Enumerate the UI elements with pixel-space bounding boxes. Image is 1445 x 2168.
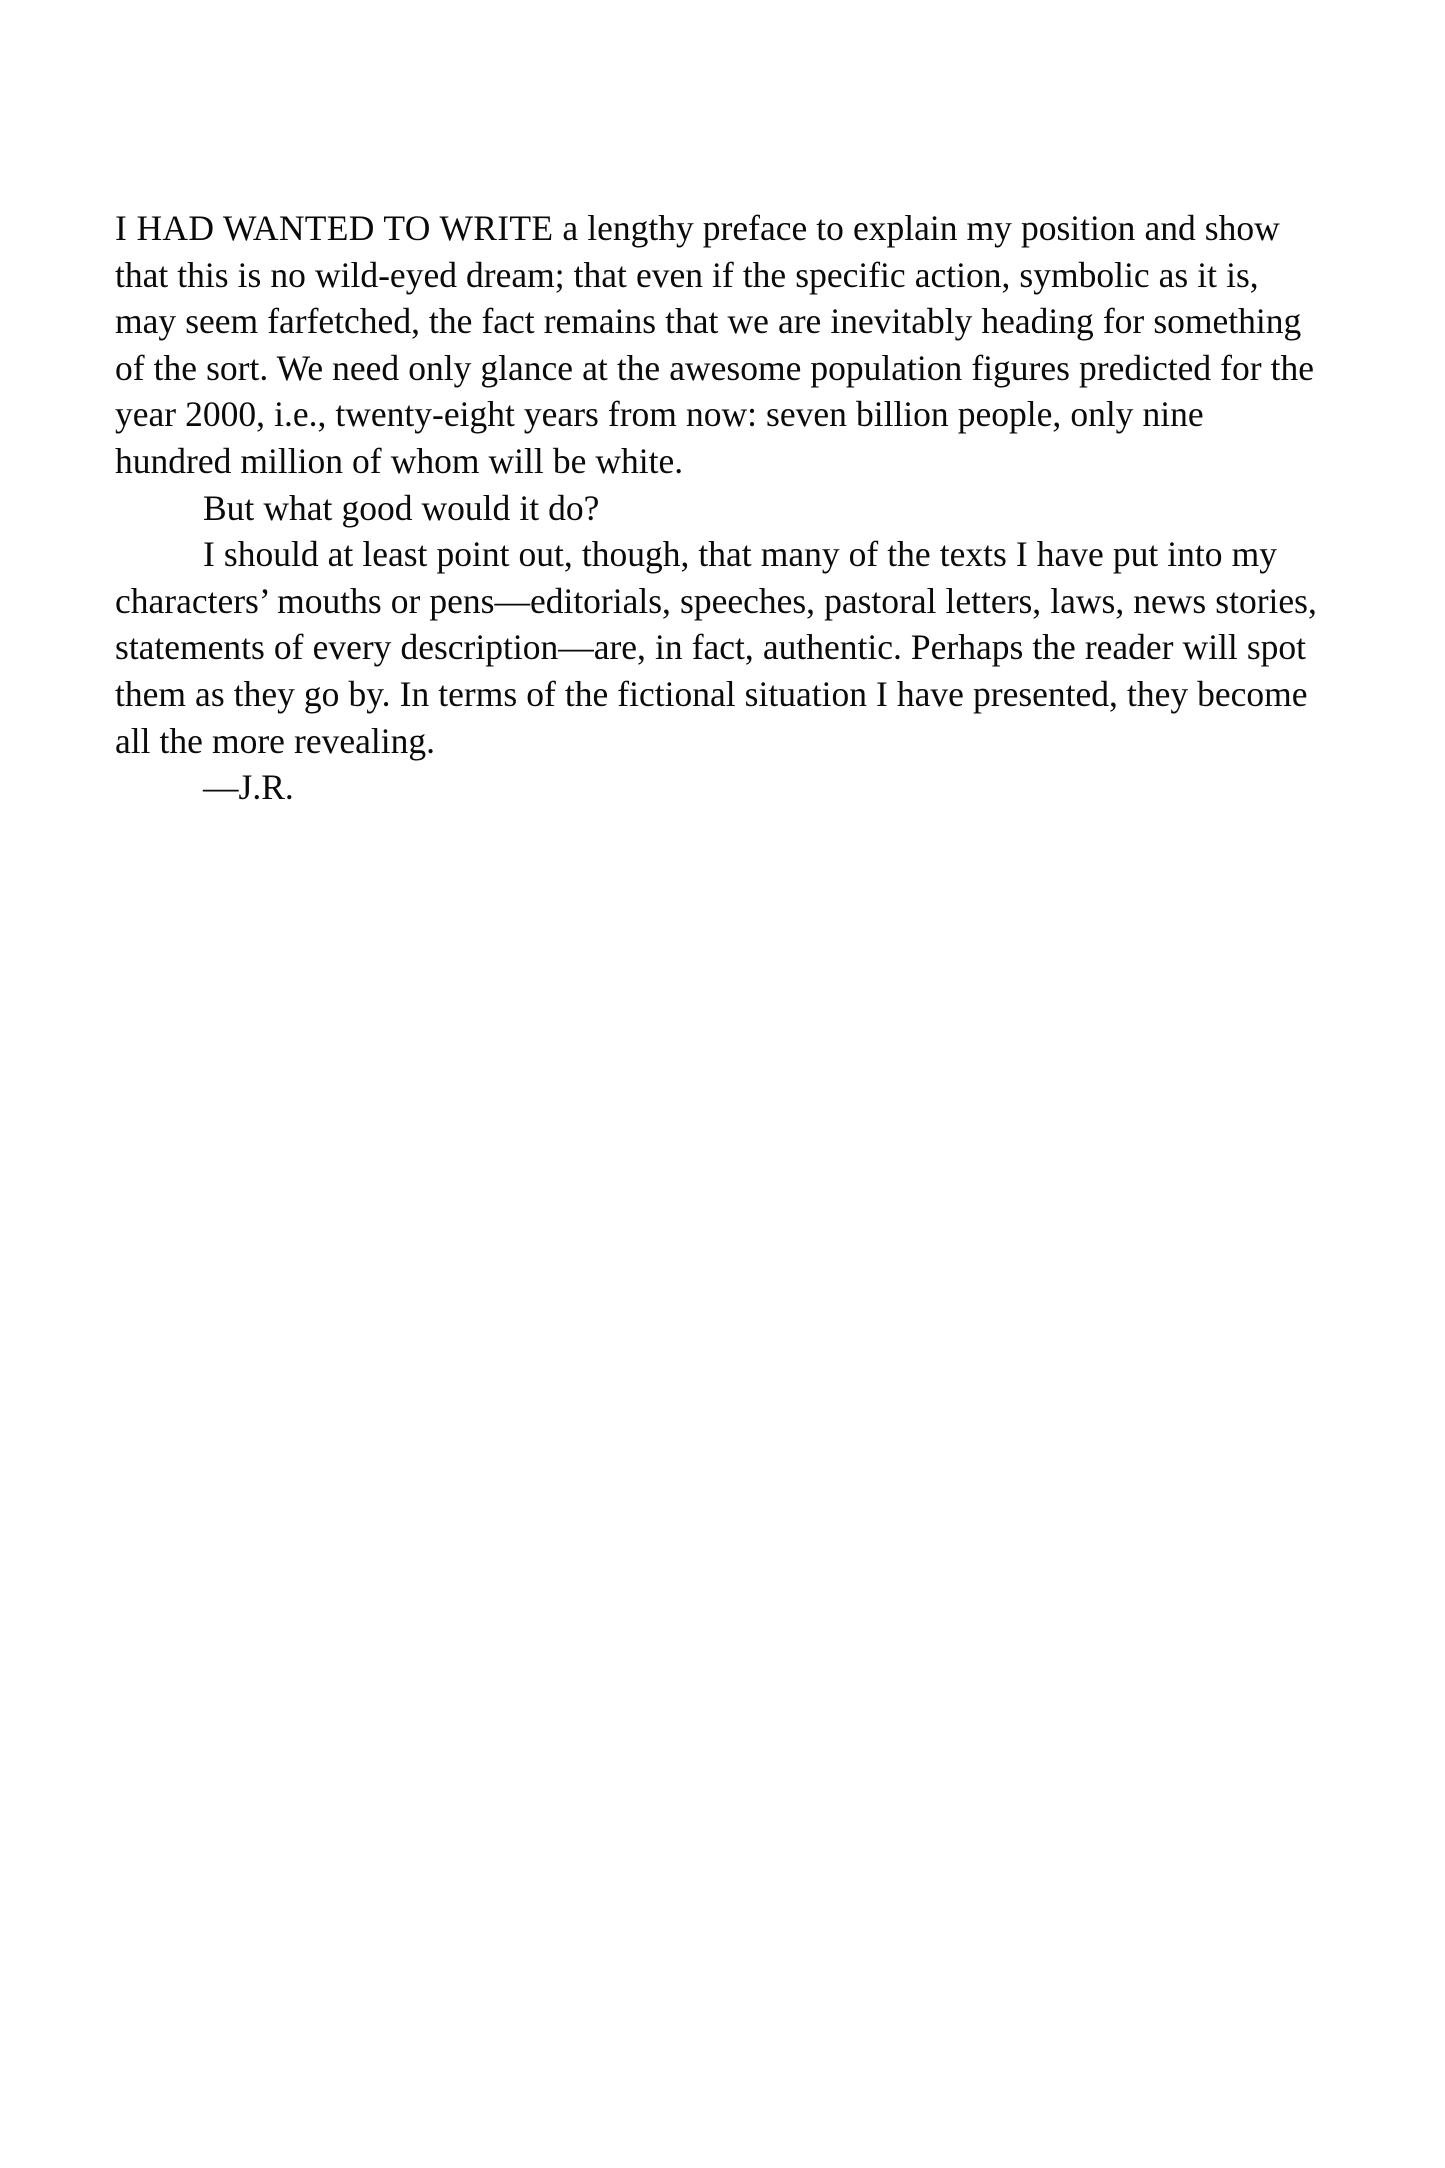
paragraph-1-body: a lengthy preface to explain my position and show that this is no wild-eyed dream; that even if the specific action, symbolic as it is, may seem farfetched, the fact remains that we are inevitably heading for something of the sort. We need only glance at the awesome population figures predicted for the year 2000, i.e., twenty-eight years from now: seven billion people, only nine hundred million of whom will be white. (115, 208, 1324, 481)
preface-text-block (115, 205, 1325, 811)
opening-capitals: I HAD WANTED TO WRITE (115, 208, 554, 248)
author-signature: —J.R. (203, 767, 294, 808)
paragraph-1 (115, 205, 1325, 485)
paragraph-3: I should at least point out, though, that many of the texts I have put into my characters’ mouths or pens—editorials, speeches, pastoral letters, laws, news stories, statements of every description—are, in fact, authentic. Perhaps the reader will spot them as they go by. In terms of the fictional situation I have presented, they become all the more revealing. (115, 534, 1326, 761)
paragraph-2: But what good would it do? (203, 487, 600, 528)
